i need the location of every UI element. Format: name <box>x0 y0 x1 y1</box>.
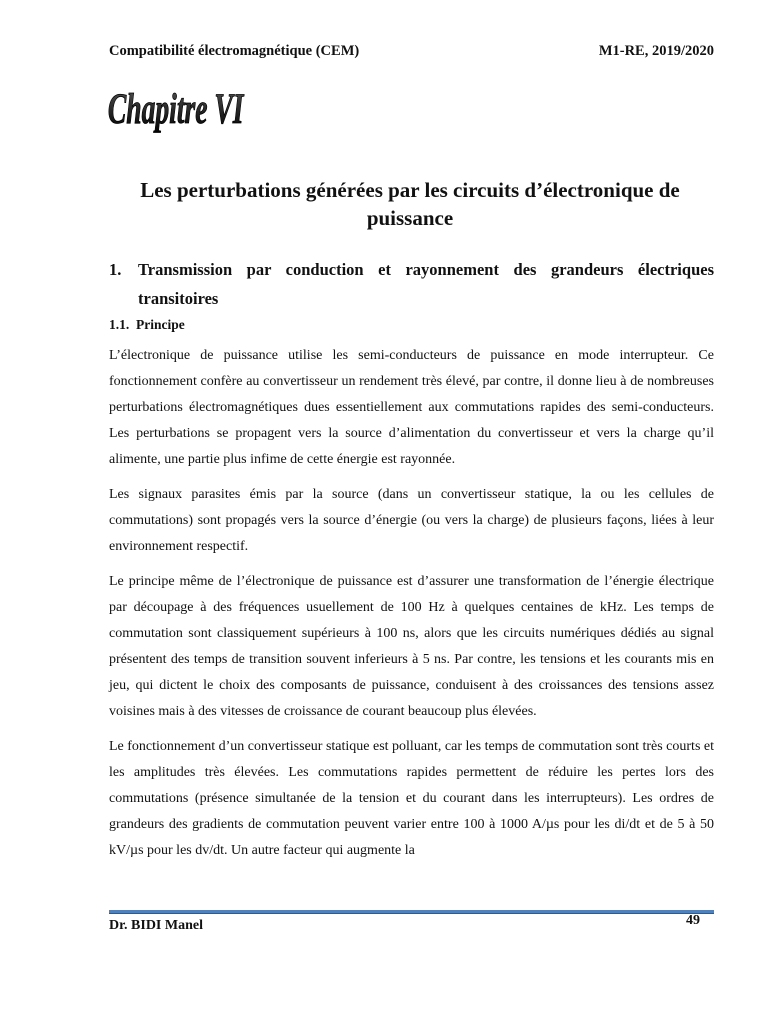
header-program: M1-RE, 2019/2020 <box>598 43 714 59</box>
section-title: Transmission par conduction et rayonnement des grandeurs électriques transitoires <box>138 260 714 308</box>
page-title: Les perturbations générées par les circuits d’électronique de puissance <box>140 178 680 230</box>
subsection-heading <box>109 317 185 333</box>
footer-rule <box>109 910 714 914</box>
subsection-title: Principe <box>136 317 185 332</box>
chapter-label: Chapitre VI <box>107 84 244 133</box>
paragraph: L’électronique de puissance utilise les semi-conducteurs de puissance en mode interrupteur. Ce fonctionnement confère au convertisseur un rendement très élevé, par contre, il donne lieu à de nombreuses perturbations électromagnétiques dues essentiellement aux commutations rapides des semi-conducteurs. Les perturbations se propagent vers la source d’alimentation du convertisseur et vers la charge qu’il alimente, une partie plus infime de cette énergie est rayonnée. <box>109 348 714 467</box>
chapter-wordart <box>106 78 244 138</box>
page-number: 49 <box>686 913 700 928</box>
paragraph: Le principe même de l’électronique de puissance est d’assurer une transformation de l’énergie électrique par découpage à des fréquences usuellement de 100 Hz à quelques centaines de kHz. Les temps de commutation sont classiquement supérieurs à 100 ns, alors que les circuits numériques dédiés au signal présentent des temps de transition souvent inferieurs à 5 ns. Par contre, les tensions et les courants mis en jeu, qui dictent le choix des composants de puissance, conduisent à des croissances des tensions assez voisines mais à des vitesses de croissance de courant beaucoup plus élevées. <box>109 574 714 719</box>
subsection-number: 1.1. <box>109 317 130 332</box>
section-number: 1. <box>109 260 122 279</box>
paragraph: Les signaux parasites émis par la source (dans un convertisseur statique, la ou les cellules de commutations) sont propagés vers la source d’énergie (ou vers la charge) de plusieurs façons, liées à leur environnement respectif. <box>109 487 714 554</box>
section-heading <box>109 255 714 313</box>
paragraph: Le fonctionnement d’un convertisseur statique est polluant, car les temps de commutation sont très courts et les amplitudes très élevées. Les commutations rapides permettent de réduire les pertes lors des commutations (présence simultanée de la tension et du courant dans les interrupteurs). Les ordres de grandeurs des gradients de commutation peuvent varier entre 100 à 1000 A/µs pour les di/dt et de 5 à 50 kV/µs pour les dv/dt. Un autre facteur qui augmente la <box>109 739 714 858</box>
page-header <box>109 43 714 60</box>
footer-author: Dr. BIDI Manel <box>109 918 203 933</box>
header-course: Compatibilité électromagnétique (CEM) <box>109 43 360 59</box>
body-text <box>109 343 714 873</box>
